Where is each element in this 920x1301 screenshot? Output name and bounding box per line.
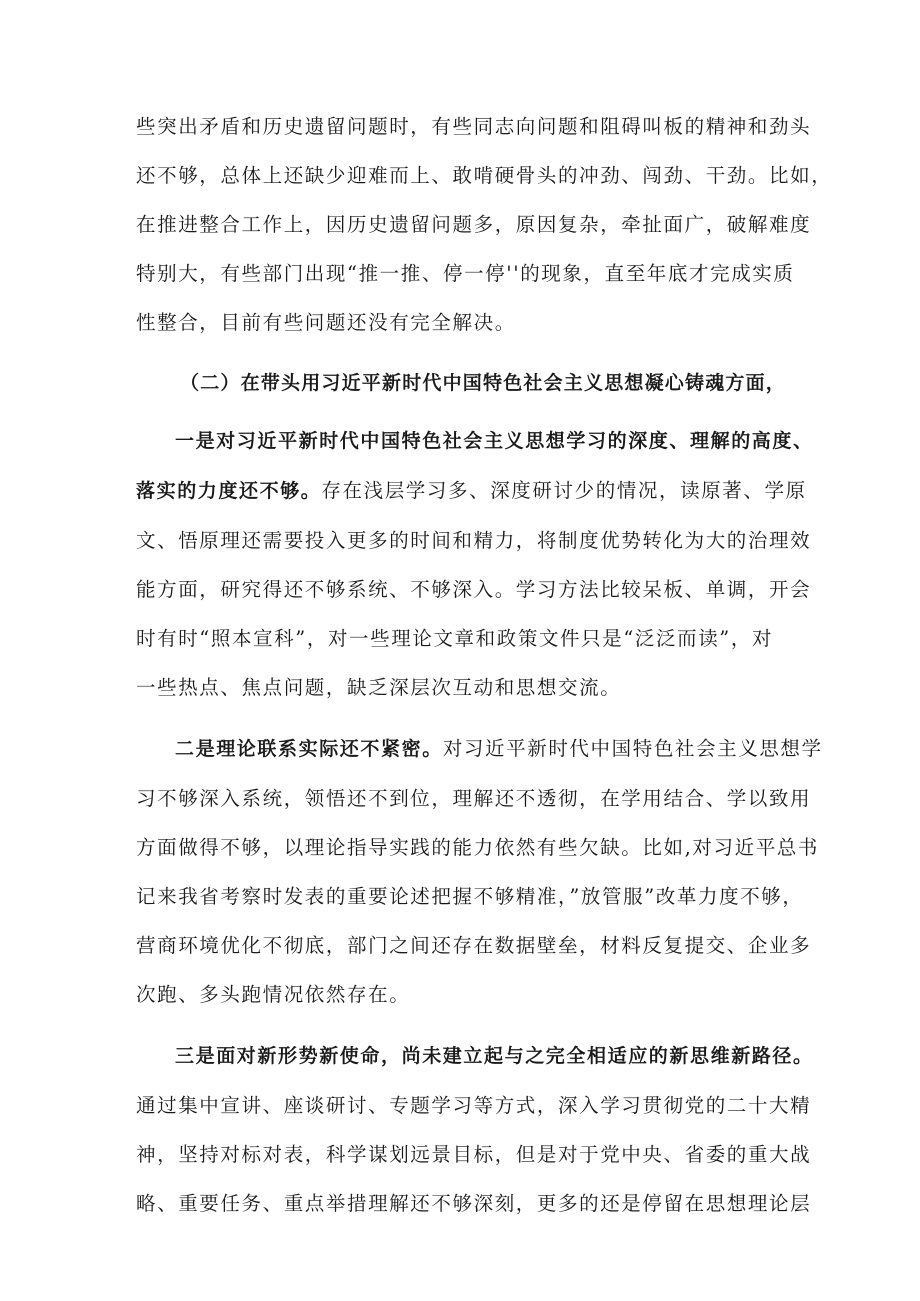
text-line: 能方面，研究得还不够系统、不够深入。学习方法比较呆板、单调，开会 [136,578,812,601]
text-line: 营商环境优化不彻底，部门之间还存在数据壁垒，材料反复提交、企业多 [136,934,812,957]
point-one-lead-cont: 落实的力度还不够。 [136,480,322,502]
text-line: 还不够，总体上还缺少迎难而上、敢啃硬骨头的冲劲、闯劲、干劲。比如， [136,164,833,187]
text-line: 次跑、多头跑情况依然存在。 [136,983,411,1006]
document-page [136,102,833,1228]
text-line: 通过集中宣讲、座谈研讨、专题学习等方式，深入学习贯彻党的二十大精 [136,1094,812,1117]
text-line: 存在浅层学习多、深度研讨少的情况，读原著、学原 [321,479,807,502]
text-line: 一些热点、焦点问题，缺乏深层次互动和思想交流。 [136,676,622,699]
paragraph-point-one [136,416,814,712]
section-heading: （二）在带头用习近平新时代中国特色社会主义思想凝心铸魂方面， [180,372,787,394]
text-line: 些突出矛盾和历史遗留问题时，有些同志向问题和阻碍叫板的精神和劲头 [136,115,812,138]
text-line: 对习近平新时代中国特色社会主义思想学 [442,737,823,760]
paragraph-point-two [136,724,823,1019]
text-line: 记来我省考察时发表的重要论述把握不够精准，”放管服”改革力度不够， [136,885,804,908]
point-three-lead: 三是面对新形势新使命，尚未建立起与之完全相适应的新思维新路径。 [175,1045,814,1067]
point-one-lead: 一是对习近平新时代中国特色社会主义思想学习的深度、理解的高度、 [175,430,814,452]
text-line: 时有时“照本宣科”，对一些理论文章和政策文件只是“泛泛而读”，对 [136,627,774,650]
text-line: 在推进整合工作上，因历史遗留问题多，原因复杂，牵扯面广，破解难度 [136,213,812,236]
text-line: 文、悟原理还需要投入更多的时间和精力，将制度优势转化为大的治理效 [136,529,812,552]
point-two-lead: 二是理论联系实际还不紧密。 [175,738,443,760]
text-line: 神，坚持对标对表，科学谋划远景目标，但是对于党中央、省委的重大战 [136,1143,812,1166]
text-line: 性整合，目前有些问题还没有完全解决。 [136,311,516,334]
paragraph-continuation [136,102,833,347]
text-line: 特别大，有些部门出现“推一推、停一停''的现象，直至年底才完成实质 [136,262,795,285]
text-line: 略、重要任务、重点举措理解还不够深刻，更多的还是停留在思想理论层 [136,1192,812,1215]
text-line: 方面做得不够，以理论指导实践的能力依然有些欠缺。比如,对习近平总书 [136,836,819,859]
paragraph-point-three [136,1031,814,1228]
text-line: 习不够深入系统，领悟还不到位，理解还不透彻，在学用结合、学以致用 [136,787,812,810]
